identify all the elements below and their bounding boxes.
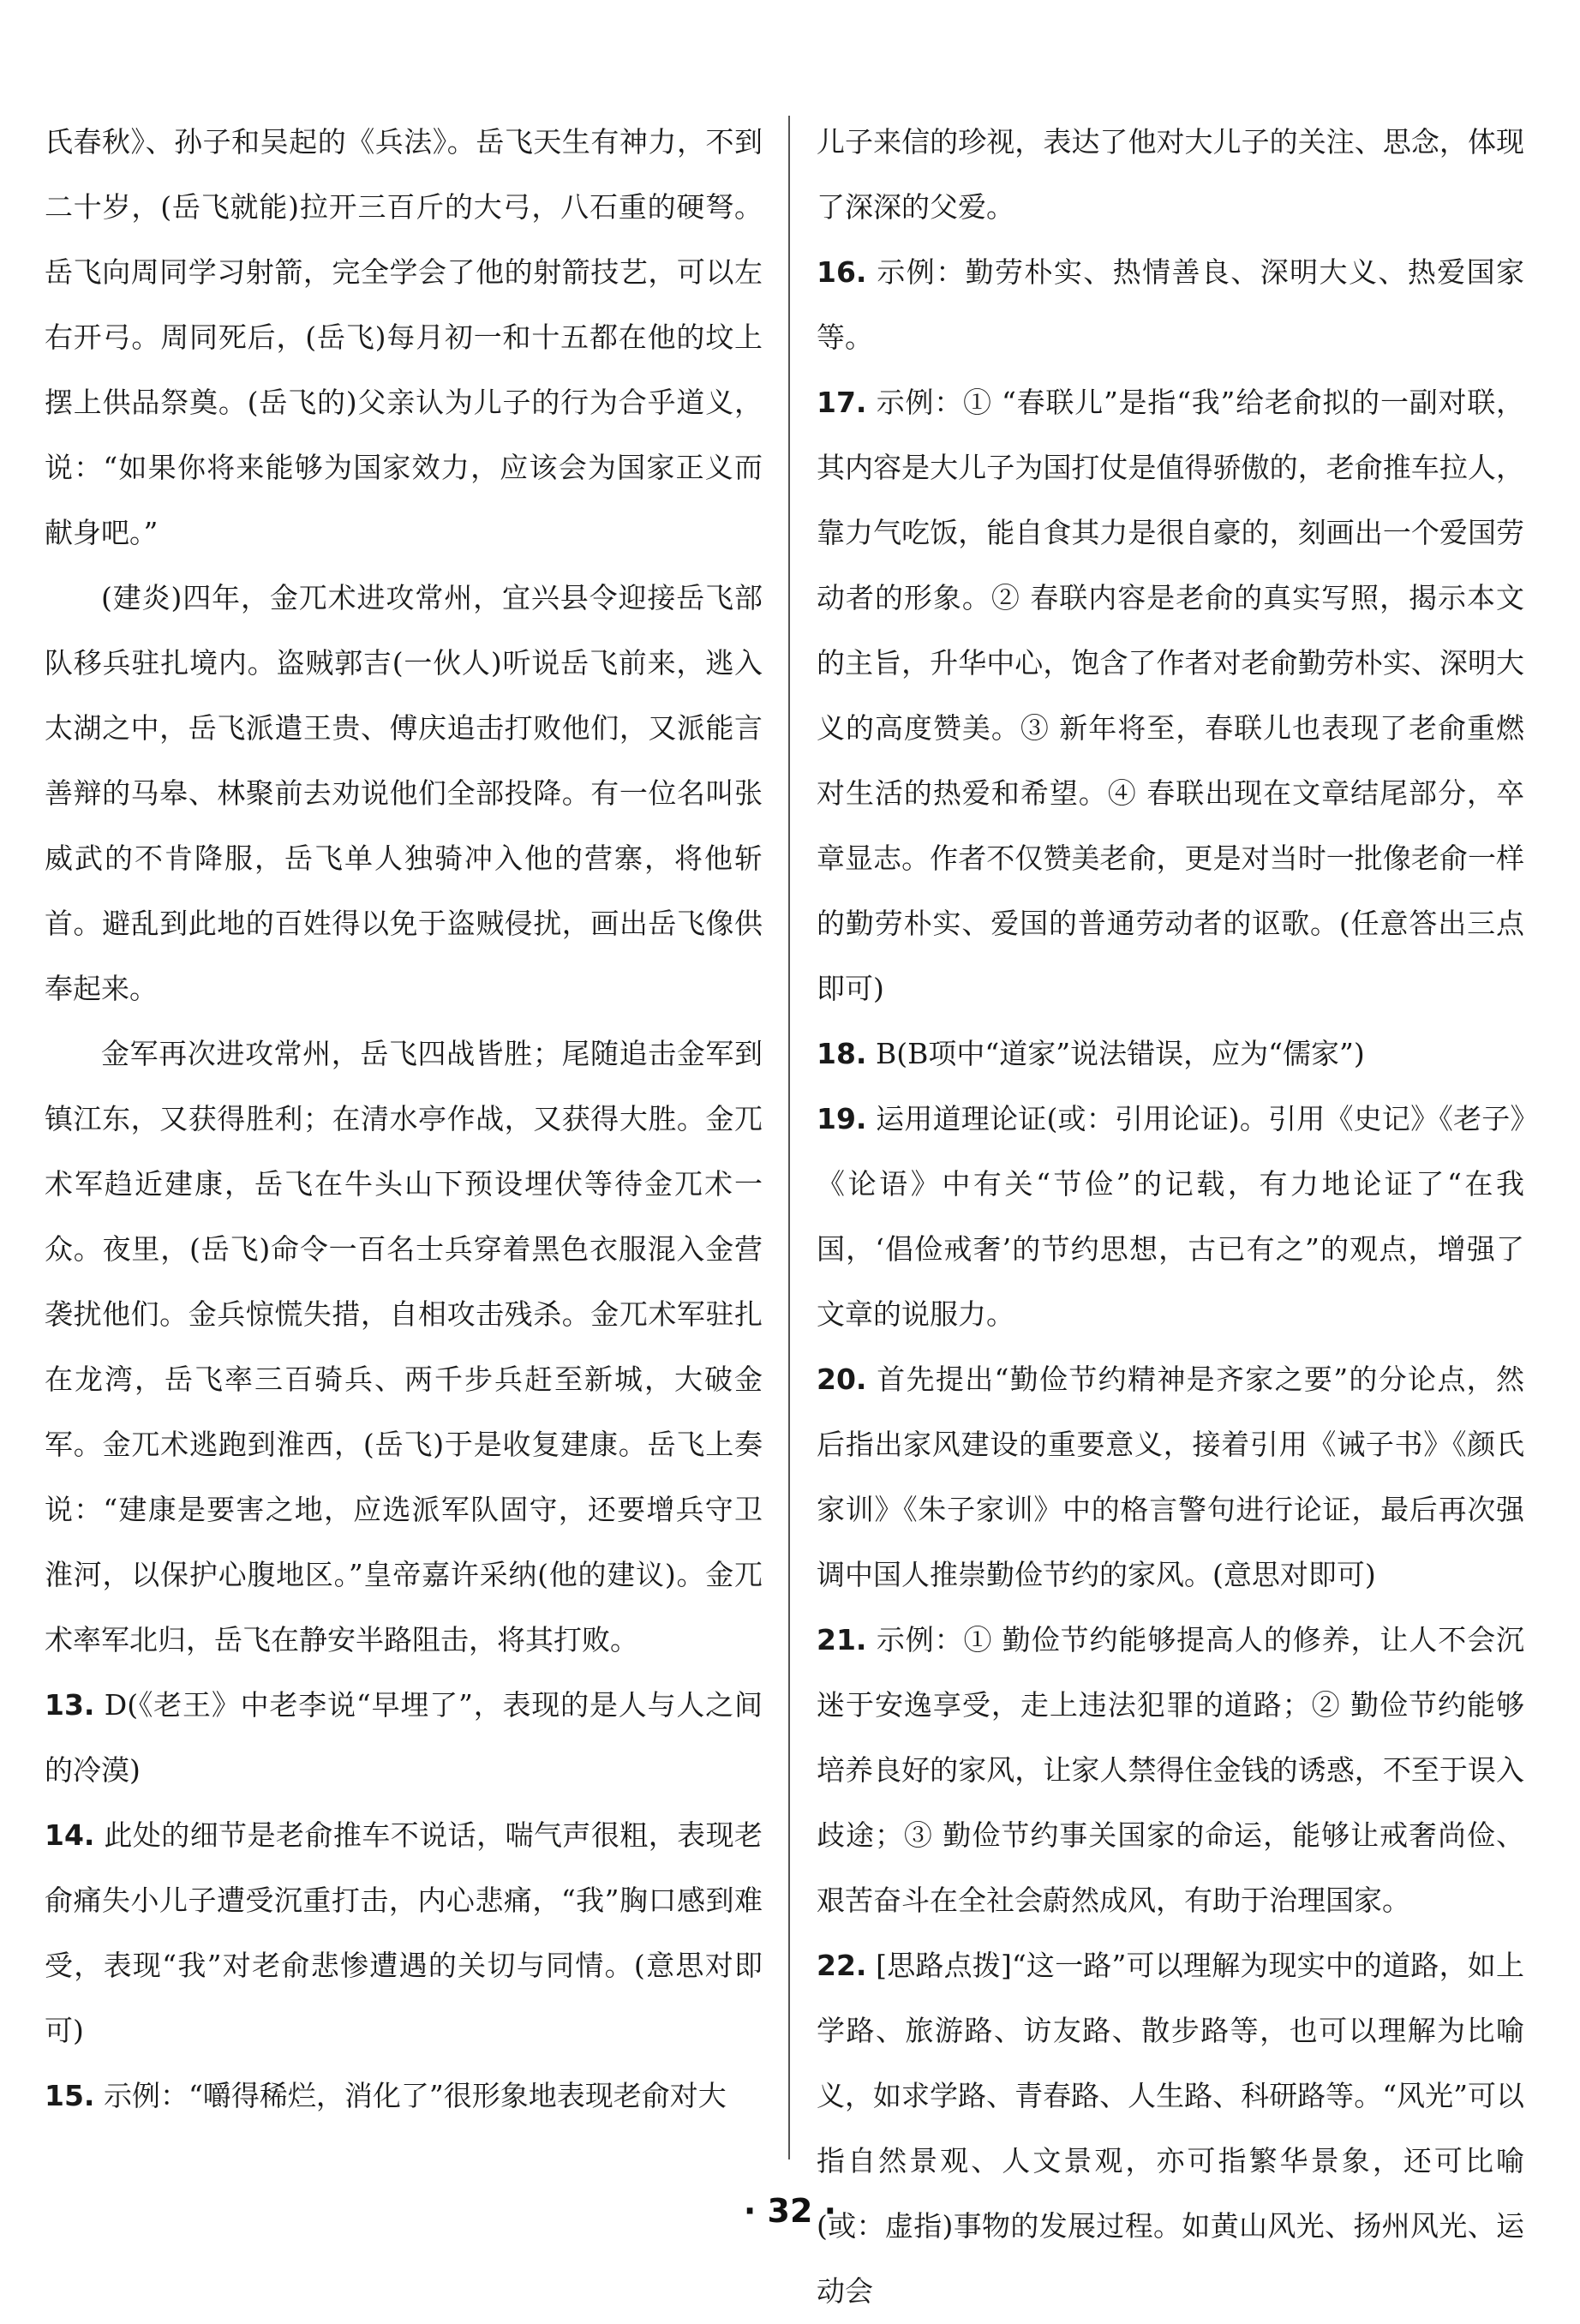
answer-number: 17. — [817, 386, 867, 419]
right-column — [817, 110, 1524, 2308]
answer-item-19 — [817, 1087, 1524, 1347]
answer-text: 示例：勤劳朴实、热情善良、深明大义、热爱国家等。 — [817, 255, 1524, 354]
translation-paragraph-1: 氏春秋》、孙子和吴起的《兵法》。岳飞天生有神力，不到二十岁，(岳飞就能)拉开三百斤的大弓，八石重的硬弩。岳飞向周同学习射箭，完全学会了他的射箭技艺，可以左右开弓。周同死后，(岳飞)每月初一和十五都在他的坟上摆上供品祭奠。(岳飞的)父亲认为儿子的行为合乎道义，说：“如果你将来能够为国家效力，应该会为国家正义而献身吧。” — [45, 125, 763, 549]
answer-item-21 — [817, 1608, 1524, 1933]
answer-item-13 — [45, 1673, 763, 1803]
answer-number: 19. — [817, 1102, 867, 1135]
answer-number: 18. — [817, 1037, 867, 1070]
answer-number: 16. — [817, 255, 867, 289]
answer-text: 示例：① 勤俭节约能够提高人的修养，让人不会沉迷于安逸享受，走上违法犯罪的道路；② 勤俭节约能够培养良好的家风，让家人禁得住金钱的诱惑，不至于误入歧途；③ 勤俭节约事关国家的命运，能够让戒奢尚俭、艰苦奋斗在全社会蔚然成风，有助于治理国家。 — [817, 1623, 1524, 1917]
answer-number: 21. — [817, 1623, 867, 1656]
answer-text: B(B项中“道家”说法错误，应为“儒家”) — [875, 1037, 1365, 1070]
page-number: · 32 · — [743, 2192, 837, 2230]
answer-item-17 — [817, 370, 1524, 1021]
answer-item-14 — [45, 1803, 763, 2063]
answer-item-16 — [817, 240, 1524, 370]
answer-number: 22. — [817, 1949, 867, 1982]
answer-item-20 — [817, 1347, 1524, 1608]
answer-number: 13. — [45, 1688, 95, 1722]
answer-text: 运用道理论证(或：引用论证)。引用《史记》《老子》《论语》中有关“节俭”的记载，有力地论证了“在我国，‘倡俭戒奢’的节约思想，古已有之”的观点，增强了文章的说服力。 — [817, 1102, 1524, 1331]
answer-text: [思路点拨]“这一路”可以理解为现实中的道路，如上学路、旅游路、访友路、散步路等，也可以理解为比喻义，如求学路、青春路、人生路、科研路等。“风光”可以指自然景观、人文景观，亦可指繁华景象，还可比喻(或：虚指)事物的发展过程。如黄山风光、扬州风光、运动会 — [817, 1949, 1524, 2308]
answer-text: 首先提出“勤俭节约精神是齐家之要”的分论点，然后指出家风建设的重要意义，接着引用《诫子书》《颜氏家训》《朱子家训》中的格言警句进行论证，最后再次强调中国人推崇勤俭节约的家风。(意思对即可) — [817, 1363, 1524, 1591]
left-column — [45, 110, 763, 2166]
answer-text: 此处的细节是老俞推车不说话，喘气声很粗，表现老俞痛失小儿子遭受沉重打击，内心悲痛，“我”胸口感到难受，表现“我”对老俞悲惨遭遇的关切与同情。(意思对即可) — [45, 1818, 763, 2047]
answer-number: 15. — [45, 2079, 95, 2112]
answer-item-15 — [45, 2063, 763, 2129]
answer-text: D(《老王》中老李说“早埋了”，表现的是人与人之间的冷漠) — [45, 1688, 763, 1787]
translation-paragraph-3: 金军再次进攻常州，岳飞四战皆胜；尾随追击金军到镇江东，又获得胜利；在清水亭作战，又获得大胜。金兀术军趋近建康，岳飞在牛头山下预设埋伏等待金兀术一众。夜里，(岳飞)命令一百名士兵穿着黑色衣服混入金营袭扰他们。金兵惊慌失措，自相攻击残杀。金兀术军驻扎在龙湾，岳飞率三百骑兵、两千步兵赶至新城，大破金军。金兀术逃跑到淮西，(岳飞)于是收复建康。岳飞上奏说：“建康是要害之地，应选派军队固守，还要增兵守卫淮河，以保护心腹地区。”皇帝嘉许采纳(他的建议)。金兀术率军北归，岳飞在静安半路阻击，将其打败。 — [45, 1037, 763, 1656]
answer-item-18 — [817, 1021, 1524, 1087]
answer-item-22 — [817, 1933, 1524, 2324]
answer-15-continuation: 儿子来信的珍视，表达了他对大儿子的关注、思念，体现了深深的父爱。 — [817, 125, 1524, 224]
answer-number: 14. — [45, 1818, 95, 1852]
translation-paragraph-2: (建炎)四年，金兀术进攻常州，宜兴县令迎接岳飞部队移兵驻扎境内。盗贼郭吉(一伙人)听说岳飞前来，逃入太湖之中，岳飞派遣王贵、傅庆追击打败他们，又派能言善辩的马皋、林聚前去劝说他们全部投降。有一位名叫张威武的不肯降服，岳飞单人独骑冲入他的营寨，将他斩首。避乱到此地的百姓得以免于盗贼侵扰，画出岳飞像供奉起来。 — [45, 581, 763, 1005]
column-divider — [788, 116, 790, 2159]
answer-text: 示例：“嚼得稀烂，消化了”很形象地表现老俞对大 — [103, 2079, 727, 2112]
answer-text: 示例：① “春联儿”是指“我”给老俞拟的一副对联，其内容是大儿子为国打仗是值得骄傲的，老俞推车拉人，靠力气吃饭，能自食其力是很自豪的，刻画出一个爱国劳动者的形象。② 春联内容是老俞的真实写照，揭示本文的主旨，升华中心，饱含了作者对老俞勤劳朴实、深明大义的高度赞美。③ 新年将至，春联儿也表现了老俞重燃对生活的热爱和希望。④ 春联出现在文章结尾部分，卒章显志。作者不仅赞美老俞，更是对当时一批像老俞一样的勤劳朴实、爱国的普通劳动者的讴歌。(任意答出三点即可) — [817, 386, 1524, 1005]
answer-number: 20. — [817, 1363, 867, 1396]
